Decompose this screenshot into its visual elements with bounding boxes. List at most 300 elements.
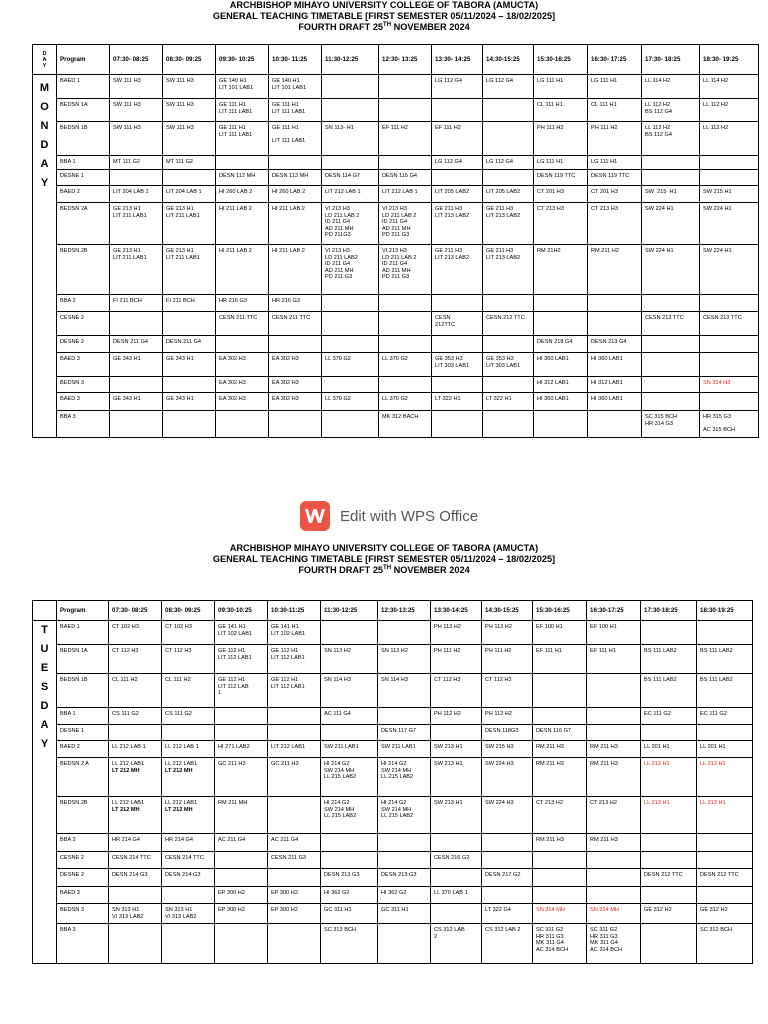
- session-text: LL 213 H1: [700, 761, 726, 767]
- session-text: EP 300 H2: [271, 907, 298, 913]
- session-cell: [533, 797, 587, 834]
- session-cell: [642, 295, 700, 312]
- session-cell: [700, 411, 759, 438]
- session-cell: [215, 708, 268, 725]
- session-cell: [378, 904, 431, 924]
- session-cell: [321, 904, 378, 924]
- session-cell: [216, 353, 269, 377]
- session-text: GE 112 H1 LIT 112 LAB1: [271, 677, 305, 690]
- session-text: LG 112 G4: [486, 78, 513, 84]
- session-cell: [215, 904, 268, 924]
- session-text: SW 213 H1: [434, 744, 463, 750]
- time-slot-header: 10:30-11:25: [268, 601, 321, 621]
- session-cell: [641, 708, 697, 725]
- session-cell: [269, 295, 322, 312]
- session-text: LIT 212 LAB 1: [325, 189, 361, 195]
- session-cell: [642, 75, 700, 99]
- session-text: HI 260 LAB 2: [272, 189, 306, 195]
- session-text: CESN 212TTC: [435, 315, 456, 328]
- draft-line: FOURTH DRAFT 25TH NOVEMBER 2024: [298, 564, 470, 575]
- session-text: EF 111 H1: [536, 648, 562, 654]
- session-cell: [587, 708, 641, 725]
- session-text: SW 111 H3: [166, 125, 194, 131]
- session-text: SW 215 H1: [703, 189, 732, 195]
- session-text: CT 213 H2: [590, 800, 617, 806]
- time-slot-header: 10:30- 11:25: [269, 45, 322, 75]
- timetable-row: [33, 122, 759, 156]
- session-cell: [110, 393, 163, 411]
- session-cell: [269, 393, 322, 411]
- session-cell: [322, 393, 379, 411]
- time-slot-header: 11:30-12:25: [321, 601, 378, 621]
- program-bedsn-1b: BEDSN 1B: [57, 674, 109, 708]
- session-cell: [163, 186, 216, 203]
- session-cell: [379, 393, 432, 411]
- session-cell: [378, 645, 431, 674]
- day-letter: M: [39, 82, 50, 94]
- day-letter: D: [40, 139, 49, 151]
- session-cell: [697, 725, 753, 741]
- session-cell: [110, 411, 163, 438]
- session-cell: [163, 122, 216, 156]
- tuesday-timetable: [32, 600, 753, 964]
- session-cell: [431, 852, 482, 869]
- session-cell: [483, 99, 534, 122]
- program-column-header: Program: [57, 45, 110, 75]
- session-text: RM 211 H3: [536, 761, 564, 767]
- session-cell: [109, 904, 162, 924]
- program-bedsn-2-a: BEDSN 2 A: [57, 758, 109, 797]
- session-cell: [322, 295, 379, 312]
- session-cell: [269, 203, 322, 245]
- session-cell: [162, 645, 215, 674]
- program-bedsn-1a: BEDSN 1A: [57, 99, 110, 122]
- session-cell: [215, 674, 268, 708]
- session-text: SN 313 H1 VI 313 LAB2: [112, 907, 144, 920]
- session-cell: [588, 353, 642, 377]
- session-cell: [163, 312, 216, 336]
- session-text: RM 211 H3: [536, 837, 564, 843]
- time-slot-header: 18:30-19:25: [697, 601, 753, 621]
- timetable-row: [33, 674, 753, 708]
- session-cell: [110, 377, 163, 393]
- session-cell: [700, 186, 759, 203]
- session-text: CL 111 H1: [537, 102, 563, 108]
- session-text: GE 211 H3 LIT 213 LAB2: [486, 248, 521, 261]
- timetable-row: [33, 725, 753, 741]
- time-slot-header: 17:30- 18:25: [642, 45, 700, 75]
- session-cell: [110, 336, 163, 353]
- program-baed-3: BAED 3: [57, 393, 110, 411]
- session-text: LL 112 H2 BS 112 G4: [645, 102, 672, 115]
- session-text: DESN 211 G4: [113, 339, 149, 345]
- session-text: GE 213 H1 LIT 211 LAB1: [166, 248, 200, 261]
- session-cell: [216, 186, 269, 203]
- timetable-row: [33, 904, 753, 924]
- session-cell: [321, 924, 378, 964]
- session-cell: [431, 904, 482, 924]
- session-text: LL 213 H1: [644, 800, 670, 806]
- session-text: LG 111 H1: [537, 78, 564, 84]
- session-cell: [431, 869, 482, 887]
- session-text: LL 114 H2: [703, 78, 729, 84]
- session-text: CT 112 H3: [485, 677, 512, 683]
- session-cell: [269, 156, 322, 170]
- session-cell: [533, 674, 587, 708]
- session-cell: [163, 203, 216, 245]
- session-cell: [268, 708, 321, 725]
- time-slot-header: 08:30- 09:25: [162, 601, 215, 621]
- session-text: FI 211 BCH: [166, 298, 195, 304]
- session-cell: [215, 645, 268, 674]
- session-cell: [483, 75, 534, 99]
- session-cell: [269, 245, 322, 295]
- session-cell: [163, 295, 216, 312]
- session-cell: [109, 708, 162, 725]
- session-cell: [378, 674, 431, 708]
- session-text: EC 111 G2: [700, 711, 727, 717]
- session-text: CT 102 H3: [165, 624, 192, 630]
- session-cell: [321, 621, 378, 645]
- session-text: SC 315 BCH HR 314 G3: [645, 414, 678, 427]
- session-cell: [216, 99, 269, 122]
- session-cell: [534, 353, 588, 377]
- program-baed-3: BAED 3: [57, 887, 109, 904]
- session-cell: [700, 99, 759, 122]
- session-text: GC 211 H3: [271, 761, 299, 767]
- session-cell: [482, 758, 533, 797]
- session-cell: [268, 834, 321, 852]
- session-text: MK 312 BACH: [382, 414, 419, 420]
- session-text: GE 213 H1 LIT 211 LAB1: [113, 206, 147, 219]
- session-cell: [588, 312, 642, 336]
- session-text: LL 370 G2: [325, 356, 351, 362]
- program-bedsn-2b: BEDSN 2B: [57, 245, 110, 295]
- session-cell: [321, 887, 378, 904]
- session-cell: [378, 887, 431, 904]
- session-cell: [588, 186, 642, 203]
- session-cell: [587, 645, 641, 674]
- session-cell: [431, 674, 482, 708]
- session-text: CT 201 H3: [537, 189, 564, 195]
- timetable-row: [33, 411, 759, 438]
- session-text: LIT 212 LAB1: [271, 744, 306, 750]
- session-text: SW 111 H3: [113, 78, 141, 84]
- timetable-row: [33, 758, 753, 797]
- session-text: LL 370 LAB 1: [434, 890, 468, 896]
- session-cell: [163, 99, 216, 122]
- session-cell: [432, 99, 483, 122]
- timetable-header-tuesday: [0, 543, 768, 576]
- program-desne-2: DESNE 2: [57, 869, 109, 887]
- session-cell: [533, 621, 587, 645]
- session-cell: [162, 834, 215, 852]
- session-cell: [216, 336, 269, 353]
- session-cell: [483, 377, 534, 393]
- session-cell: [642, 170, 700, 186]
- session-text: EA 302 H3: [219, 396, 246, 402]
- time-slot-header: 11:30-12:25: [322, 45, 379, 75]
- session-text: SN 314 H3: [703, 380, 731, 386]
- session-text: DESN 112 MH: [219, 173, 256, 179]
- session-text: SC 311 G2 HR 311 G3 MK 311 G4 AC 314 BCH: [590, 927, 623, 953]
- session-cell: [268, 924, 321, 964]
- program-baed-3: BAED 3: [57, 353, 110, 377]
- session-cell: [482, 645, 533, 674]
- wps-banner-label: Edit with WPS Office: [340, 507, 479, 525]
- time-slot-header: 16:30-17:25: [587, 601, 641, 621]
- session-text: CT 112 H3: [165, 648, 192, 654]
- session-cell: [587, 797, 641, 834]
- session-text: LT 322 G4: [485, 907, 511, 913]
- session-text: LIT 205 LAB2: [486, 189, 521, 195]
- session-cell: [482, 741, 533, 758]
- session-text: RM 211 H2: [591, 248, 619, 254]
- session-text: CL 111 H2: [165, 677, 191, 683]
- session-cell: [379, 122, 432, 156]
- session-text: VI 213 H3 LD 211 LAB2 ID 211 G4 AD 211 MH PD 211 G3: [325, 248, 358, 281]
- session-cell: [269, 411, 322, 438]
- session-cell: [431, 708, 482, 725]
- session-cell: [642, 353, 700, 377]
- session-cell: [109, 869, 162, 887]
- session-cell: [482, 834, 533, 852]
- session-text: EP 300 H2: [271, 890, 298, 896]
- session-text: EA 302 H3: [219, 356, 246, 362]
- session-cell: [587, 674, 641, 708]
- session-cell: [533, 741, 587, 758]
- session-cell: [163, 393, 216, 411]
- session-text: SW 224 H1: [645, 248, 674, 254]
- session-text: GE 140 H1 LIT 101 LAB1: [219, 78, 254, 91]
- timetable-row: [33, 377, 759, 393]
- session-cell: [534, 411, 588, 438]
- session-text: GE 140 H1 LIT 101 LAB1: [272, 78, 307, 91]
- session-cell: [432, 75, 483, 99]
- timetable-row: [33, 834, 753, 852]
- session-cell: [163, 75, 216, 99]
- session-text: HI 362 G2: [381, 890, 407, 896]
- session-cell: [432, 336, 483, 353]
- session-text: HI 214 G2 SW 214 MH LL 215 LAB2: [324, 800, 357, 820]
- session-cell: [588, 295, 642, 312]
- day-letter: E: [40, 662, 49, 674]
- session-cell: [379, 312, 432, 336]
- session-text: EA 302 H3: [272, 356, 299, 362]
- timetable-row: [33, 336, 759, 353]
- day-letter: S: [40, 681, 49, 693]
- session-text: SW 224 H3: [485, 800, 514, 806]
- session-text: EA 302 H3: [272, 380, 299, 386]
- session-text: DESN 113 MH: [272, 173, 309, 179]
- session-cell: [700, 75, 759, 99]
- session-text: RM 211 MH: [218, 800, 248, 806]
- session-cell: [642, 245, 700, 295]
- session-cell: [109, 852, 162, 869]
- session-cell: [269, 99, 322, 122]
- session-cell: [268, 797, 321, 834]
- session-cell: [482, 621, 533, 645]
- day-letter: U: [40, 643, 49, 655]
- session-cell: [268, 904, 321, 924]
- session-cell: [268, 852, 321, 869]
- session-text: DESN 117 G7: [381, 728, 417, 734]
- session-cell: [163, 353, 216, 377]
- session-cell: [483, 186, 534, 203]
- session-text: GC 311 H1: [381, 907, 409, 913]
- session-cell: [588, 245, 642, 295]
- session-cell: [482, 674, 533, 708]
- session-text: SN 313 H1 VI 313 LAB2: [165, 907, 197, 920]
- session-cell: [588, 393, 642, 411]
- time-slot-header: 14:30-15:25: [483, 45, 534, 75]
- session-cell: [432, 312, 483, 336]
- session-cell: [588, 99, 642, 122]
- session-cell: [432, 295, 483, 312]
- wps-banner[interactable]: [300, 500, 478, 532]
- session-cell: [216, 312, 269, 336]
- session-cell: [322, 170, 379, 186]
- timetable-row: [33, 393, 759, 411]
- session-cell: [533, 887, 587, 904]
- session-cell: [268, 725, 321, 741]
- session-text: LIT 204 LAB 1: [166, 189, 202, 195]
- session-text: SN 314 MH: [590, 907, 619, 913]
- session-cell: [642, 156, 700, 170]
- session-cell: [642, 122, 700, 156]
- session-cell: [321, 674, 378, 708]
- session-cell: [641, 852, 697, 869]
- session-cell: [482, 869, 533, 887]
- time-slot-header: 08:30- 09:25: [163, 45, 216, 75]
- session-cell: [587, 869, 641, 887]
- program-column-header: Program: [57, 601, 109, 621]
- session-cell: [163, 377, 216, 393]
- session-cell: [215, 741, 268, 758]
- session-cell: [215, 924, 268, 964]
- session-cell: [697, 758, 753, 797]
- session-cell: [379, 99, 432, 122]
- session-cell: [588, 203, 642, 245]
- session-cell: [215, 887, 268, 904]
- session-cell: [697, 741, 753, 758]
- session-cell: [431, 741, 482, 758]
- session-cell: [700, 156, 759, 170]
- session-text: GE 343 H1: [166, 396, 194, 402]
- session-text: GE 112 H1 LIT 112 LAB1: [271, 648, 305, 661]
- session-cell: [697, 797, 753, 834]
- time-slot-header: 13:30- 14:25: [432, 45, 483, 75]
- session-cell: [268, 869, 321, 887]
- session-cell: [482, 708, 533, 725]
- session-text: HR 214 G4: [112, 837, 140, 843]
- session-text: AC 111 G4: [324, 711, 351, 717]
- session-cell: [322, 203, 379, 245]
- session-cell: [110, 245, 163, 295]
- draft-line: FOURTH DRAFT 25TH NOVEMBER 2024: [298, 21, 470, 32]
- session-cell: [110, 122, 163, 156]
- session-cell: [163, 156, 216, 170]
- session-cell: [483, 122, 534, 156]
- session-text: PH 111 H2: [434, 648, 461, 654]
- timetable-row: [33, 645, 753, 674]
- session-cell: [379, 245, 432, 295]
- time-slot-header: 18:30- 19:25: [700, 45, 759, 75]
- program-cesne-2: CESNE 2: [57, 312, 110, 336]
- day-column-header: D A Y: [33, 45, 57, 75]
- session-cell: [533, 708, 587, 725]
- session-text: HI 211 LAB 2: [272, 248, 305, 254]
- session-text: PH 112 H2: [434, 711, 461, 717]
- session-text: GE 312 H2: [644, 907, 672, 913]
- session-cell: [432, 203, 483, 245]
- session-text: LL 370 G2: [325, 396, 351, 402]
- program-bba-1: BBA 1: [57, 708, 109, 725]
- session-cell: [588, 170, 642, 186]
- session-cell: [700, 245, 759, 295]
- day-letter: D: [40, 700, 49, 712]
- session-text: BS 111 LAB2: [700, 648, 733, 654]
- session-cell: [483, 393, 534, 411]
- session-text: CESN 214 TTC: [112, 855, 151, 861]
- session-cell: [378, 869, 431, 887]
- session-text: HI 360 LAB1: [537, 396, 569, 402]
- session-text: LL 370 G2: [382, 356, 408, 362]
- session-cell: [322, 156, 379, 170]
- time-slot-header: 12:30-13:25: [378, 601, 431, 621]
- session-text: EC 111 G2: [644, 711, 671, 717]
- session-cell: [533, 869, 587, 887]
- session-text: GE 211 H3 LIT 213 LAB2: [486, 206, 521, 219]
- session-text: EP 300 H2: [218, 890, 245, 896]
- session-cell: [700, 353, 759, 377]
- timetable-row: [33, 170, 759, 186]
- session-cell: [483, 170, 534, 186]
- session-cell: [269, 336, 322, 353]
- session-text: VI 213 H3 LD 211 LAB 2 ID 211 G4 AD 211 MH PD 211G3: [325, 206, 360, 239]
- session-cell: [432, 245, 483, 295]
- session-text: HI 271 LAB2: [218, 744, 250, 750]
- session-text: LL 213 H1: [644, 761, 670, 767]
- session-text: HI 362 G2: [324, 890, 350, 896]
- session-text: SN 314 MH: [536, 907, 565, 913]
- session-cell: [378, 758, 431, 797]
- session-text: LL 212 LAB1 LT 212 MH: [165, 761, 198, 774]
- session-text: DESN 212 TTC: [700, 872, 739, 878]
- session-text: DESN 212 TTC: [644, 872, 683, 878]
- session-text: CT 213 H2: [536, 800, 563, 806]
- session-cell: [642, 312, 700, 336]
- session-cell: [587, 924, 641, 964]
- session-text: HI 211 LAB 2: [219, 206, 252, 212]
- session-cell: [697, 869, 753, 887]
- session-text: LL 212 LAB 1: [112, 744, 146, 750]
- session-cell: [216, 377, 269, 393]
- session-text: DESN 118G3: [485, 728, 519, 734]
- session-text: CESN 213 TTC: [703, 315, 742, 321]
- timetable-header-monday: [0, 0, 768, 33]
- session-cell: [322, 312, 379, 336]
- session-cell: [110, 156, 163, 170]
- session-cell: [641, 645, 697, 674]
- session-text: CS 111 G2: [165, 711, 192, 717]
- session-text: EF 100 H1: [536, 624, 563, 630]
- session-cell: [110, 170, 163, 186]
- session-cell: [533, 834, 587, 852]
- session-cell: [587, 758, 641, 797]
- session-text: EF 111 H1: [590, 648, 616, 654]
- session-text: LL 112 H2: [703, 102, 729, 108]
